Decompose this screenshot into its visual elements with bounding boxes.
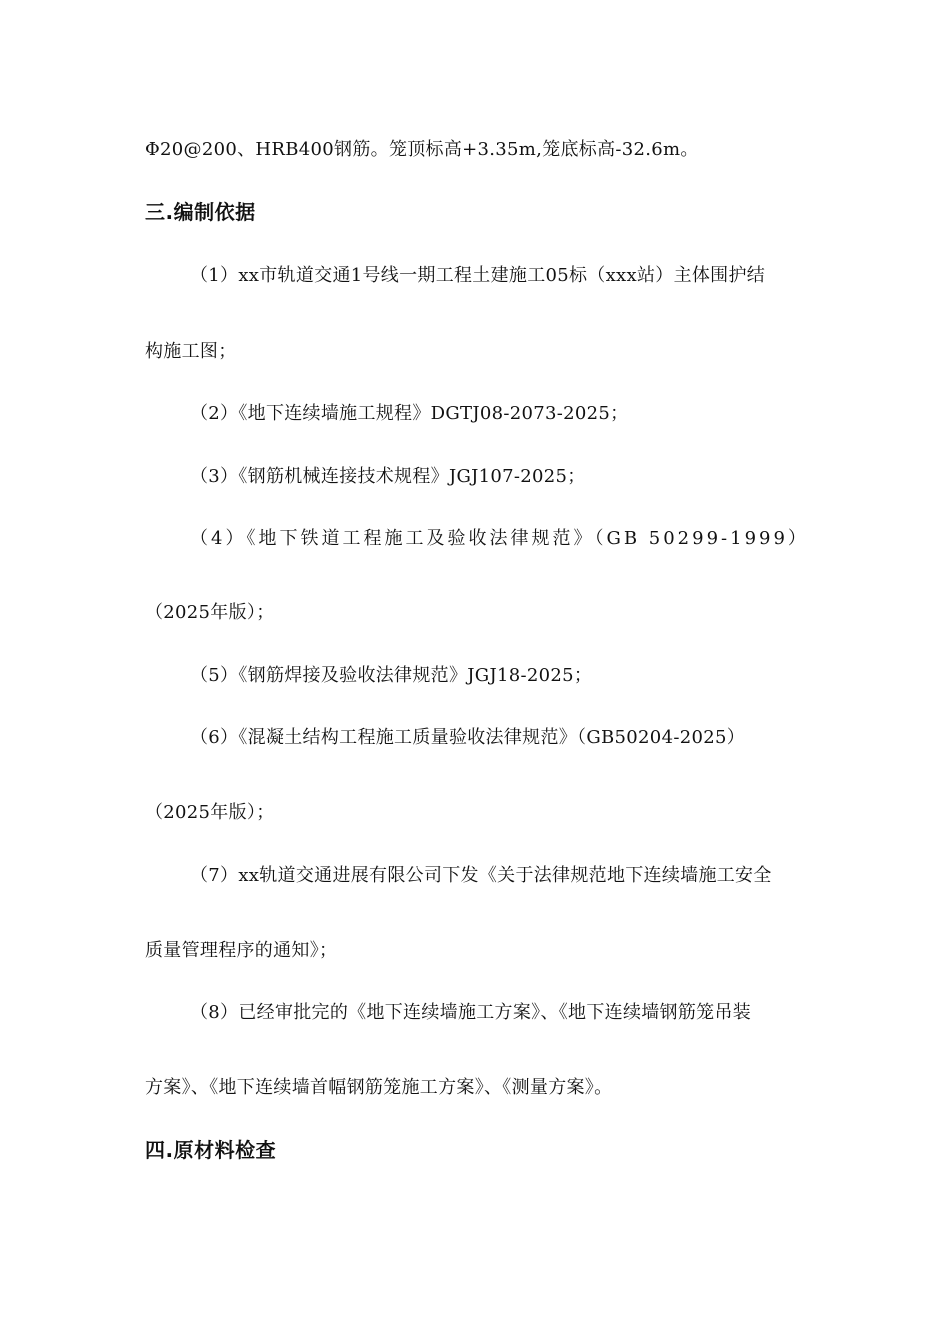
list-item-6: （6）《混凝土结构工程施工质量验收法律规范》（GB50204-2025）	[190, 727, 746, 748]
list-item-5: （5）《钢筋焊接及验收法律规范》JGJ18-2025；	[190, 665, 593, 686]
list-item-4: （4）《地下铁道工程施工及验收法律规范》（GB 50299-1999）	[190, 528, 809, 549]
paragraph-rebar-spec: Φ20@200、HRB400钢筋。笼顶标高+3.35m,笼底标高-32.6m。	[145, 139, 699, 160]
list-item-7: （7）xx轨道交通进展有限公司下发《关于法律规范地下连续墙施工安全	[190, 865, 772, 886]
list-item-1-cont: 构施工图；	[145, 341, 237, 362]
list-item-7-cont: 质量管理程序的通知》；	[145, 940, 338, 961]
list-item-8-cont: 方案》、《地下连续墙首幅钢筋笼施工方案》、《测量方案》。	[145, 1077, 613, 1098]
section-heading-basis: 三.编制依据	[145, 200, 256, 224]
list-item-4-cont: （2025年版）；	[145, 602, 275, 623]
section-heading-materials: 四.原材料检查	[145, 1138, 277, 1162]
list-item-2: （2）《地下连续墙施工规程》DGTJ08-2073-2025；	[190, 403, 629, 424]
list-item-6-cont: （2025年版）；	[145, 802, 275, 823]
list-item-8: （8）已经审批完的《地下连续墙施工方案》、《地下连续墙钢筋笼吊装	[190, 1002, 752, 1023]
list-item-3: （3）《钢筋机械连接技术规程》JGJ107-2025；	[190, 466, 586, 487]
list-item-1: （1）xx市轨道交通1号线一期工程土建施工05标（xxx站）主体围护结	[190, 265, 766, 286]
